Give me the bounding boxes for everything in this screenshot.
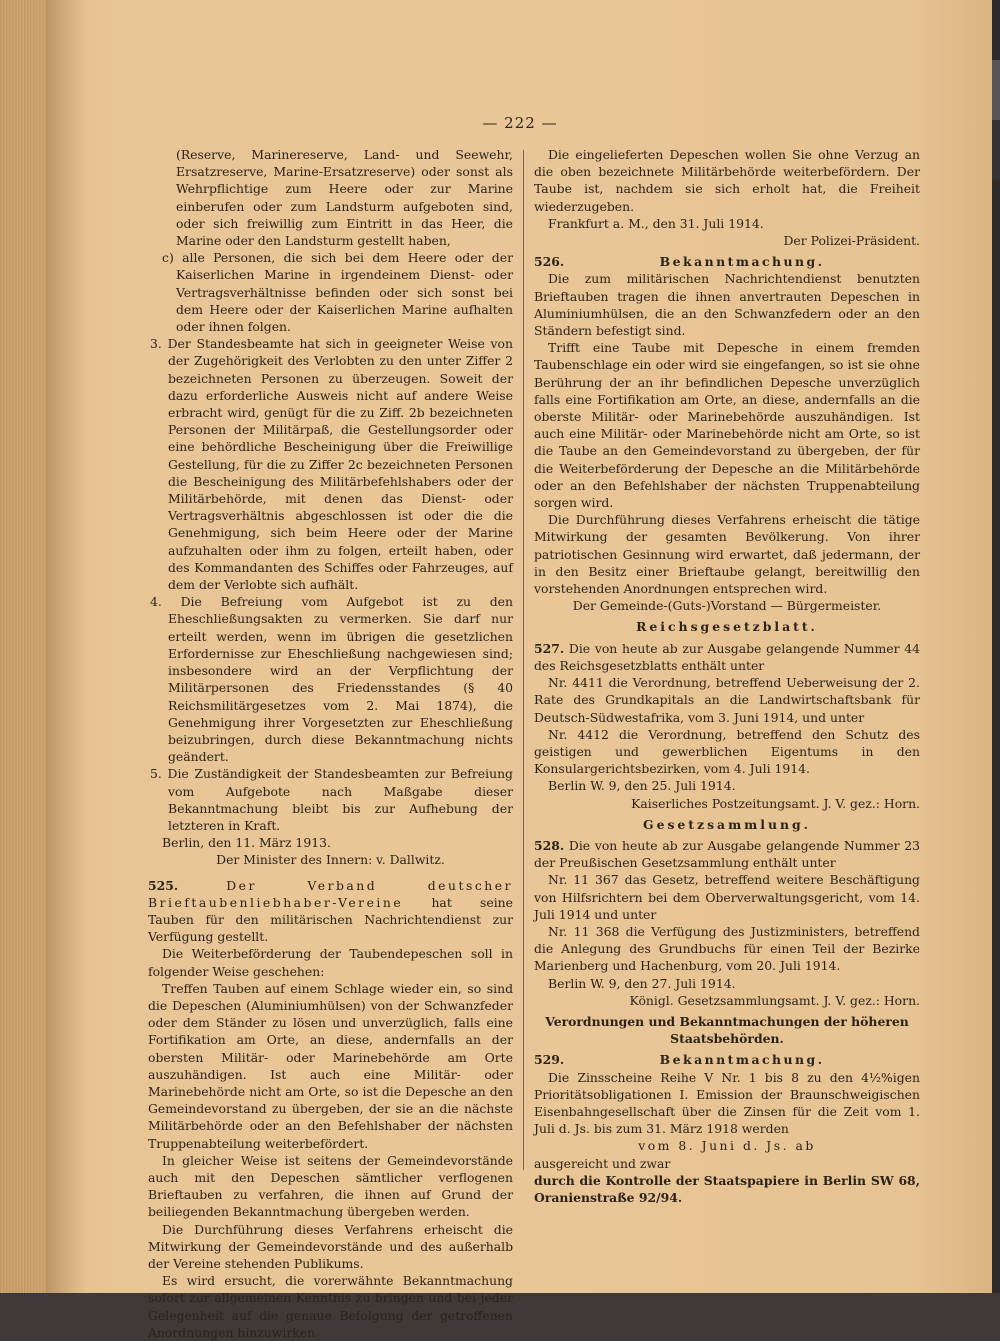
signature-gemeinde: Der Gemeinde-(Guts-)Vorstand — Bürgermeister. <box>572 598 882 614</box>
section-529-para-4: durch die Kontrolle der Staatspapiere in Berlin SW 68, Oranienstraße 92/94. <box>534 1172 920 1205</box>
scan-color-strip <box>992 0 1000 1293</box>
book-gutter <box>0 0 46 1293</box>
section-526-heading: Bekanntmachung. <box>659 254 825 270</box>
section-528-para-3: Nr. 11 368 die Verfügung des Justizministers, betreffend die Anlegung des Grundbuchs für einen Teil der Bezirke Marienberg und Hachenburg, vom 20. Juli 1914. <box>534 923 920 974</box>
section-528-date: Berlin W. 9, den 27. Juli 1914. <box>548 975 736 991</box>
section-529-para-2: vom 8. Juni d. Js. ab <box>638 1138 816 1154</box>
section-529-para-1: Die Zinsscheine Reihe V Nr. 1 bis 8 zu den 4½%igen Prioritätsobligationen I. Emission der Braunschweigischen Eisenbahngesellschaft über die Zinsen für die Zeit vom 1. Juli d. Js. bis zum 31. März 1918 werden <box>534 1069 920 1137</box>
section-528-para-2: Nr. 11 367 das Gesetz, betreffend weitere Beschäftigung von Hilfsrichtern bei dem Oberverwaltungsgericht, vom 14. Juli 1914 und unter <box>534 872 920 922</box>
gutter-shadow <box>46 0 86 1293</box>
date-berlin: Berlin, den 11. März 1913. <box>162 835 331 851</box>
section-527-para-3: Nr. 4412 die Verordnung, betreffend den Schutz des geistigen und gewerblichen Eigentums in den Konsulargerichtsbezirken, vom 4. Juli 1914. <box>534 726 920 777</box>
section-527-text: Die von heute ab zur Ausgabe gelangende Nummer 44 des Reichsgesetzblatts enthält unter <box>534 640 920 673</box>
heading-reichsgesetzblatt: Reichsgesetzblatt. <box>636 619 818 635</box>
section-528-text: Die von heute ab zur Ausgabe gelangende Nummer 23 der Preußischen Gesetzsammlung enthält unter <box>534 837 920 871</box>
column-divider <box>523 150 524 1170</box>
section-529-header <box>534 1051 920 1068</box>
right-para-1: Die eingelieferten Depeschen wollen Sie ohne Verzug an die oben bezeichnete Militärbehörde weiterbefördern. Der Taube ist, nachdem sie sich erholt hat, die Freiheit wiederzugeben. <box>534 147 920 214</box>
section-525 <box>148 877 513 946</box>
section-527-para-1 <box>534 640 920 674</box>
section-527-para-2: Nr. 4411 die Verordnung, betreffend Ueberweisung der 2. Rate des Grundkapitals an die Landwirtschaftsbank für Deutsch-Südwestafrika, vom 3. Juni 1914, und unter <box>534 675 920 725</box>
item-c: c) alle Personen, die sich bei dem Heere oder der Kaiserlichen Marine in irgendeinem Dienst- oder Vertragsverhältnisse befinden oder sich sonst bei dem Heere oder der Kaiserlichen Marine aufhalten oder ihnen folgen. <box>162 250 513 335</box>
signature-polizei: Der Polizei-Präsident. <box>783 233 920 249</box>
signature-minister: Der Minister des Innern: v. Dallwitz. <box>216 852 445 868</box>
section-526-para-2: Trifft eine Taube mit Depesche in einem fremden Taubenschlage ein oder wird sie eingefangen, so ist sie ohne Berührung der an ihr befindlichen Depesche unverzüglich falls eine Fortifikation am Orte, an diese, andernfalls an die oberste Militär- oder Marinebehörde auszuhändigen. Ist auch eine Militär- oder Marinebehörde nicht am Orte, so ist die Taube an den Gemeindevorstand zu übergeben, der für die Weiterbeförderung der Depesche an die Militärbehörde oder an den Befehlshaber der nächsten Truppenabteilung sorgen wird. <box>534 340 920 511</box>
section-525-number: 525. <box>148 877 179 893</box>
section-525-rest: hat seine Tauben für den militärischen Nachrichtendienst zur Verfügung gestellt. <box>148 894 513 945</box>
intro-paragraph: (Reserve, Marinereserve, Land- und Seewehr, Ersatzreserve, Marine-Ersatzreserve) oder sonst als Wehrpflichtige zum Heere oder zur Marine einberufen oder zum Landsturm aufgeboten sind, oder sich freiwillig zum Eintritt in das Heer, die Marine oder den Landsturm gestellt haben, <box>176 147 513 249</box>
item-5: 5. Die Zuständigkeit der Standesbeamten zur Befreiung vom Aufgebote nach Maßgabe dieser Bekanntmachung bleibt bis zur Aufhebung der letzteren in Kraft. <box>150 766 513 833</box>
right-column <box>534 146 920 1206</box>
item-4: 4. Die Befreiung vom Aufgebot ist zu den Eheschließungsakten zu vermerken. Sie darf nur erteilt werden, wenn im übrigen die gesetzlichen Erfordernisse zur Eheschließung nachgewiesen sind; insbesondere wird an der Verpflichtung der Militärpersonen des Friedensstandes (§ 40 Reichsmilitärgesetzes vom 2. Mai 1874), die Genehmigung ihrer Vorgesetzten zur Eheschließung beizubringen, durch diese Bekanntmachung nichts geändert. <box>150 594 513 765</box>
heading-verordnungen: Verordnungen und Bekanntmachungen der höheren Staatsbehörden. <box>545 1013 909 1047</box>
section-529-number: 529. <box>534 1052 565 1068</box>
section-526-number: 526. <box>534 254 565 270</box>
section-525-lead: Der Verband deutscher Brieftaubenliebhaber-Vereine <box>148 877 513 910</box>
section-525-para-5: Die Durchführung dieses Verfahrens erheischt die Mitwirkung der Gemeindevorstände und des außerhalb der Vereine stehenden Publikums. <box>148 1221 513 1271</box>
section-525-para-3: Treffen Tauben auf einem Schlage wieder ein, so sind die Depeschen (Aluminiumhülsen) von der Schwanzfeder oder dem Ständer zu lösen und unverzüglich, falls eine Fortifikation am Orte, an diese, andernfalls an der obersten Militär- oder Marinebehörde am Orte auszuhändigen. Ist auch eine Militär- oder Marinebehörde nicht am Orte, so ist die Depesche an den Gemeindevorstand zu übergeben, der sie an die nächste Militärbehörde oder an den Befehlshaber der nächsten Truppenabteilung weiterbefördert. <box>148 980 513 1151</box>
section-527-date: Berlin W. 9, den 25. Juli 1914. <box>548 778 736 794</box>
section-529-heading: Bekanntmachung. <box>659 1052 825 1068</box>
page-number: — 222 — <box>482 114 558 132</box>
section-527-signature: Kaiserliches Postzeitungsamt. J. V. gez.: Horn. <box>631 795 920 811</box>
section-525-para-4: In gleicher Weise ist seitens der Gemeindevorstände auch mit den Depeschen sämtlicher verflogenen Brieftauben zu verfahren, die ihnen auf Grund der beiliegenden Bekanntmachung übergeben werden. <box>148 1152 513 1220</box>
section-527-number: 527. <box>534 640 565 656</box>
section-525-para-6: Es wird ersucht, die vorerwähnte Bekanntmachung sofort zur allgemeinen Kenntnis zu bringen und bei jeder Gelegenheit auf die genaue Befolgung der getroffenen Anordnungen hinzuwirken. <box>148 1273 513 1340</box>
section-529-para-3: ausgereicht und zwar <box>534 1155 671 1171</box>
section-526-para-1: Die zum militärischen Nachrichtendienst benutzten Brieftauben tragen die ihnen anvertrauten Depeschen in Aluminiumhülsen, die an den Schwanzfedern oder an den Ständern befestigt sind. <box>534 271 920 339</box>
heading-gesetzsammlung: Gesetzsammlung. <box>642 816 811 832</box>
left-column <box>148 146 513 1341</box>
section-526-header <box>534 253 920 270</box>
section-526-para-3: Die Durchführung dieses Verfahrens erheischt die tätige Mitwirkung der gesamten Bevölkerung. Von ihrer patriotischen Gesinnung wird erwartet, daß jedermann, der in den Besitz einer Brieftaube gelangt, bereitwillig den vorstehenden Anordnungen entsprechen wird. <box>534 512 920 597</box>
section-528-number: 528. <box>534 837 565 853</box>
item-3: 3. Der Standesbeamte hat sich in geeigneter Weise von der Zugehörigkeit des Verlobten zu den unter Ziffer 2 bezeichneten Personen zu überzeugen. Soweit der dazu erforderliche Ausweis nicht auf andere Weise erbracht wird, genügt für die zu Ziff. 2b bezeichneten Personen der Militärpaß, die Gestellungsorder oder eine behördliche Bescheinigung über die Freiwillige Gestellung, für die zu Ziffer 2c bezeichneten Personen die Bescheinigung des Militärbefehlshabers oder der Militärbehörde, mit denen das Dienst- oder Vertragsverhältnis abgeschlossen ist oder die die Genehmigung, sich beim Heere oder der Marine aufzuhalten oder ihm zu folgen, erteilt haben, oder des Kommandanten des Schiffes oder Fahrzeuges, auf dem der Verlobte sich aufhält. <box>150 336 513 593</box>
section-528-signature: Königl. Gesetzsammlungsamt. J. V. gez.: Horn. <box>629 992 920 1008</box>
date-frankfurt: Frankfurt a. M., den 31. Juli 1914. <box>548 215 764 231</box>
section-528-para-1 <box>534 837 920 871</box>
section-525-para-2: Die Weiterbeförderung der Taubendepeschen soll in folgender Weise geschehen: <box>148 946 513 979</box>
